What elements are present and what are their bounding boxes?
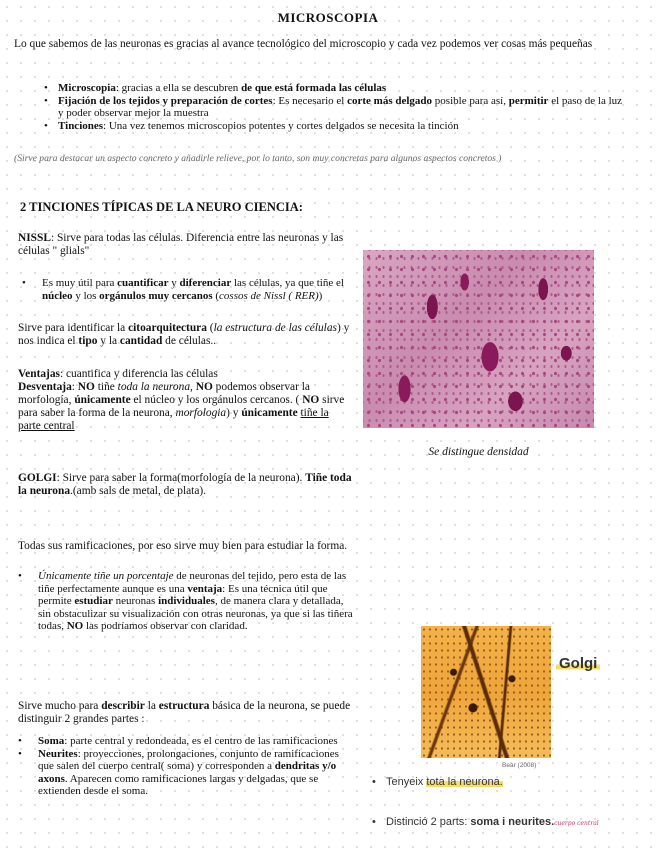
staining-note: (Sirve para destacar un aspecto concreto y añadirle relieve, por lo tanto, son muy concretas para algunos aspectos concretos ): [14, 153, 502, 164]
list-item: • Tenyeix tota la neurona.: [372, 776, 656, 789]
list-item: • Distinció 2 parts: soma i neurites.cuerpo central: [372, 816, 656, 831]
neuron-parts-list: [18, 735, 354, 798]
list-item: • Únicamente tiñe un porcentaje de neuronas del tejido, pero esta de las tiñe perfectamente aunque es una ventaja: Es una técnica útil que permite estudiar neuronas individuales, de manera clara y detallada, sin obstaculizar su visualización con otras neuronas, ya que si las tiñera todas, NO las podríamos observar con claridad.: [18, 570, 354, 633]
nissl-desventaja: Desventaja: NO tiñe toda la neurona, NO podemos observar la morfología, únicamente el núcleo y los orgánulos cercanos. ( NO sirve para saber la forma de la neurona, morfologia) y únicamente tiñe la parte central: [18, 381, 345, 432]
intro-paragraph: Lo que sabemos de las neuronas es gracias al avance tecnológico del microscopio y cada vez podemos ver cosas más pequeñas: [14, 38, 593, 50]
list-item: • Neurites: proyecciones, prolongaciones, conjunto de ramificaciones que salen del cuerpo central( soma) y corresponden a dendritas y/o axons. Aparecen como ramificaciones largas y delgadas, que se extienden desde el soma.: [18, 748, 354, 798]
nissl-stain-image: [363, 250, 594, 428]
list-item: • Fijación de los tejidos y preparación de cortes: Es necesario el corte más delgado posible para así, permitir el paso de la luz y poder observar mejor la muestra: [44, 95, 624, 120]
slide-bullets: [372, 776, 656, 789]
golgi-image-credit: Bear (2008): [502, 762, 537, 769]
list-item: • Microscopia: gracias a ella se descubren de que está formada las células: [44, 82, 624, 95]
nissl-pros-cons: [18, 368, 354, 433]
page-title: MICROSCOPIA: [277, 10, 379, 25]
nissl-bullets: [22, 277, 352, 302]
golgi-ramificaciones: Todas sus ramificaciones, por eso sirve muy bien para estudiar la forma.: [18, 540, 348, 552]
nissl-image-caption: Se distingue densidad: [428, 446, 529, 458]
microscopy-list: [44, 82, 624, 132]
handwritten-note: cuerpo central: [554, 820, 599, 827]
golgi-image-label: Golgi: [556, 655, 600, 672]
section-heading: 2 TINCIONES TÍPICAS DE LA NEURO CIENCIA:: [20, 200, 303, 214]
slide-bullets-2: [372, 816, 656, 831]
golgi-bullets: [18, 570, 354, 633]
list-item: • Tinciones: Una vez tenemos microscopios potentes y cortes delgados se necesita la tinción: [44, 120, 624, 133]
golgi-stain-image: [421, 626, 551, 758]
golgi-description: GOLGI: Sirve para saber la forma(morfología de la neurona). Tiñe toda la neurona.(amb sals de metal, de plata).: [18, 472, 352, 497]
list-item: • Es muy útil para cuantificar y diferenciar las células, ya que tiñe el núcleo y los orgánulos muy cercanos (cossos de Nissl ( RER)): [22, 277, 352, 302]
nissl-citoarquitectura: Sirve para identificar la citoarquitectura (la estructura de las células) y nos indica el tipo y la cantidad de células..: [18, 322, 350, 347]
golgi-estructura: Sirve mucho para describir la estructura básica de la neurona, se puede distinguir 2 grandes partes :: [18, 700, 351, 725]
nissl-description: NISSL: Sirve para todas las células. Diferencia entre las neuronas y las células " glials": [18, 232, 344, 257]
list-item: • Soma: parte central y redondeada, es el centro de las ramificaciones: [18, 735, 354, 748]
nissl-ventajas: Ventajas: cuantifica y diferencia las células: [18, 368, 218, 380]
